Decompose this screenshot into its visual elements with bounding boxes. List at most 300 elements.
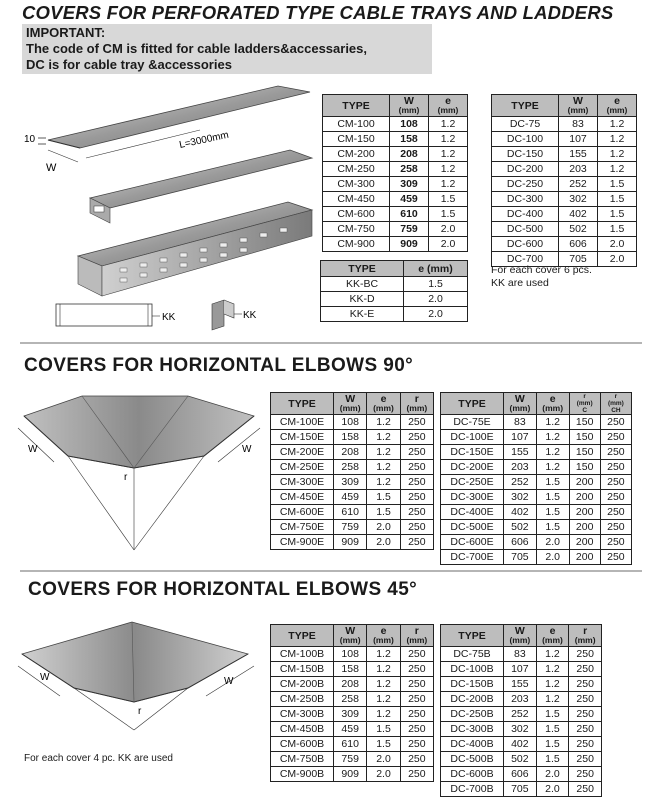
table-cell: DC-100E bbox=[441, 430, 504, 445]
table-row bbox=[271, 505, 434, 520]
table-cell: 108 bbox=[334, 415, 367, 430]
table-cell: 1.2 bbox=[429, 162, 468, 177]
table-cell: DC-250E bbox=[441, 475, 504, 490]
col-type: TYPE bbox=[492, 95, 559, 117]
col-type: TYPE bbox=[271, 625, 334, 647]
table-cell: 1.2 bbox=[536, 430, 569, 445]
table-cell: 610 bbox=[390, 207, 429, 222]
table-row bbox=[271, 430, 434, 445]
table-cell: 158 bbox=[390, 132, 429, 147]
col-w: W (mm) bbox=[559, 95, 598, 117]
table-cell: 1.5 bbox=[429, 207, 468, 222]
table-row bbox=[441, 520, 632, 535]
col-e: e (mm) bbox=[536, 393, 569, 415]
table-cell: 250 bbox=[569, 662, 602, 677]
table-cell: 2.0 bbox=[598, 237, 637, 252]
table-cell: 502 bbox=[504, 520, 537, 535]
kk-label-2: KK bbox=[243, 310, 257, 321]
w-left-label: W bbox=[28, 444, 38, 455]
kk-bc-part bbox=[56, 304, 152, 326]
table-cell: CM-600 bbox=[323, 207, 390, 222]
table-cell: 2.0 bbox=[536, 782, 569, 797]
table-cell: 250 bbox=[400, 662, 433, 677]
table-cell: DC-500B bbox=[441, 752, 504, 767]
table-cell: 250 bbox=[569, 737, 602, 752]
important-line-1: The code of CM is fitted for cable ladders&accessaries, bbox=[26, 41, 368, 56]
table-cell: 705 bbox=[504, 550, 537, 565]
table-cell: 1.5 bbox=[367, 722, 400, 737]
table-cell: 250 bbox=[569, 782, 602, 797]
table-cell: 250 bbox=[600, 445, 631, 460]
table-cell: 759 bbox=[334, 520, 367, 535]
elbow-45-shape bbox=[22, 622, 248, 702]
table-cell: 1.2 bbox=[367, 445, 400, 460]
section-divider bbox=[20, 342, 642, 344]
table-cell: 250 bbox=[400, 767, 433, 782]
col-w: W (mm) bbox=[334, 393, 367, 415]
table-cell: 1.2 bbox=[536, 677, 569, 692]
col-r: r (mm) bbox=[569, 625, 602, 647]
table-cell: 208 bbox=[390, 147, 429, 162]
table-cell: 2.0 bbox=[404, 307, 468, 322]
table-cell: 250 bbox=[400, 415, 433, 430]
table-cell: DC-600 bbox=[492, 237, 559, 252]
table-cell: 108 bbox=[390, 117, 429, 132]
table-row bbox=[271, 445, 434, 460]
table-cell: 250 bbox=[569, 767, 602, 782]
table-cell: CM-200B bbox=[271, 677, 334, 692]
important-line-2: DC is for cable tray &accessories bbox=[26, 57, 232, 72]
table-cell: 1.5 bbox=[598, 207, 637, 222]
table-row bbox=[441, 460, 632, 475]
col-e: e (mm) bbox=[598, 95, 637, 117]
col-e: e (mm) bbox=[367, 625, 400, 647]
table-cell: 208 bbox=[334, 445, 367, 460]
table-cell: CM-250 bbox=[323, 162, 390, 177]
table-row bbox=[492, 237, 637, 252]
table-row bbox=[323, 192, 468, 207]
table-cell: CM-900 bbox=[323, 237, 390, 252]
table-cell: 1.2 bbox=[536, 415, 569, 430]
table-cell: 107 bbox=[504, 662, 537, 677]
table-cell: CM-450 bbox=[323, 192, 390, 207]
table-row bbox=[441, 662, 602, 677]
table-cell: 402 bbox=[559, 207, 598, 222]
table-row bbox=[271, 677, 434, 692]
table-cell: DC-600E bbox=[441, 535, 504, 550]
table-row bbox=[323, 237, 468, 252]
col-w: W (mm) bbox=[334, 625, 367, 647]
table-cell: 2.0 bbox=[367, 535, 400, 550]
table-row bbox=[441, 692, 602, 707]
table-cell: 1.2 bbox=[536, 662, 569, 677]
kk-note bbox=[491, 264, 592, 290]
table-cell: DC-300B bbox=[441, 722, 504, 737]
table-cell: CM-750B bbox=[271, 752, 334, 767]
table-cell: 1.2 bbox=[429, 147, 468, 162]
table-cell: 309 bbox=[334, 707, 367, 722]
elbow-45-diagram bbox=[10, 614, 270, 734]
table-cell: CM-450E bbox=[271, 490, 334, 505]
cm-elbow-90-table bbox=[270, 392, 434, 550]
table-cell: 250 bbox=[600, 490, 631, 505]
table-cell: CM-300 bbox=[323, 177, 390, 192]
table-row bbox=[441, 707, 602, 722]
table-cell: DC-300E bbox=[441, 490, 504, 505]
table-row bbox=[323, 177, 468, 192]
table-cell: 1.5 bbox=[367, 505, 400, 520]
table-row bbox=[492, 162, 637, 177]
table-cell: 1.2 bbox=[429, 177, 468, 192]
table-cell: 250 bbox=[400, 505, 433, 520]
table-cell: 252 bbox=[559, 177, 598, 192]
table-cell: CM-900B bbox=[271, 767, 334, 782]
table-cell: CM-150 bbox=[323, 132, 390, 147]
table-cell: 1.2 bbox=[429, 117, 468, 132]
table-cell: DC-400B bbox=[441, 737, 504, 752]
table-cell: 1.2 bbox=[536, 647, 569, 662]
table-row bbox=[441, 782, 602, 797]
table-cell: 909 bbox=[334, 535, 367, 550]
table-cell: 1.5 bbox=[536, 475, 569, 490]
table-cell: 1.2 bbox=[598, 147, 637, 162]
table-cell: DC-100B bbox=[441, 662, 504, 677]
table-cell: 502 bbox=[504, 752, 537, 767]
table-cell: 250 bbox=[400, 430, 433, 445]
table-cell: 1.5 bbox=[598, 222, 637, 237]
table-cell: 1.5 bbox=[536, 520, 569, 535]
table-cell: DC-700 bbox=[492, 252, 559, 267]
table-cell: 200 bbox=[569, 475, 600, 490]
table-cell: CM-750E bbox=[271, 520, 334, 535]
table-cell: 759 bbox=[390, 222, 429, 237]
flat-cover-shape bbox=[48, 86, 310, 148]
table-row bbox=[441, 505, 632, 520]
table-row bbox=[441, 737, 602, 752]
kk-note-line-1: For each cover 6 pcs. bbox=[491, 264, 592, 276]
table-cell: 1.5 bbox=[598, 177, 637, 192]
table-cell: DC-200B bbox=[441, 692, 504, 707]
col-r: r (mm) bbox=[400, 393, 433, 415]
table-cell: 1.5 bbox=[367, 490, 400, 505]
table-cell: DC-150 bbox=[492, 147, 559, 162]
table-cell: 2.0 bbox=[429, 222, 468, 237]
table-cell: 250 bbox=[600, 430, 631, 445]
table-row bbox=[492, 177, 637, 192]
table-cell: CM-450B bbox=[271, 722, 334, 737]
kk-d-part bbox=[212, 300, 224, 330]
cm-elbow-45-table bbox=[270, 624, 434, 782]
table-cell: 2.0 bbox=[536, 550, 569, 565]
table-row bbox=[441, 550, 632, 565]
table-row bbox=[271, 767, 434, 782]
table-cell: 1.2 bbox=[367, 460, 400, 475]
table-cell: 203 bbox=[504, 692, 537, 707]
table-row bbox=[271, 722, 434, 737]
table-cell: 1.2 bbox=[598, 162, 637, 177]
r-label: r bbox=[138, 706, 142, 717]
table-row bbox=[271, 692, 434, 707]
table-cell: 302 bbox=[504, 490, 537, 505]
table-cell: 250 bbox=[569, 677, 602, 692]
table-row bbox=[323, 222, 468, 237]
table-row bbox=[492, 207, 637, 222]
table-cell: DC-500E bbox=[441, 520, 504, 535]
col-r: r (mm) bbox=[400, 625, 433, 647]
table-cell: 150 bbox=[569, 415, 600, 430]
table-row bbox=[492, 147, 637, 162]
table-cell: DC-300 bbox=[492, 192, 559, 207]
table-cell: 83 bbox=[504, 415, 537, 430]
col-rch: r (mm) CH bbox=[600, 393, 631, 415]
table-cell: 250 bbox=[400, 535, 433, 550]
table-cell: 250 bbox=[569, 647, 602, 662]
table-cell: DC-250 bbox=[492, 177, 559, 192]
table-cell: 759 bbox=[334, 752, 367, 767]
table-cell: CM-200 bbox=[323, 147, 390, 162]
table-row bbox=[441, 752, 602, 767]
table-cell: DC-250B bbox=[441, 707, 504, 722]
w-left-label: W bbox=[40, 672, 50, 683]
table-cell: 200 bbox=[569, 520, 600, 535]
table-row bbox=[271, 737, 434, 752]
table-row bbox=[323, 132, 468, 147]
table-cell: 1.2 bbox=[367, 677, 400, 692]
table-cell: 2.0 bbox=[367, 767, 400, 782]
table-row bbox=[441, 430, 632, 445]
col-type: TYPE bbox=[271, 393, 334, 415]
table-cell: 252 bbox=[504, 707, 537, 722]
elbow-45-note: For each cover 4 pc. KK are used bbox=[24, 753, 173, 764]
table-cell: 150 bbox=[569, 445, 600, 460]
table-cell: 203 bbox=[504, 460, 537, 475]
table-row bbox=[441, 445, 632, 460]
table-cell: 1.2 bbox=[367, 430, 400, 445]
table-cell: CM-600B bbox=[271, 737, 334, 752]
table-cell: 250 bbox=[569, 752, 602, 767]
table-row bbox=[271, 535, 434, 550]
table-cell: 250 bbox=[569, 707, 602, 722]
table-row bbox=[271, 460, 434, 475]
table-cell: 250 bbox=[600, 550, 631, 565]
table-cell: 705 bbox=[504, 782, 537, 797]
table-cell: 2.0 bbox=[404, 292, 468, 307]
col-e: e (mm) bbox=[404, 261, 468, 277]
table-row bbox=[321, 307, 468, 322]
length-label: L=3000mm bbox=[178, 129, 230, 151]
elbow-90-shape bbox=[24, 396, 254, 468]
col-w: W (mm) bbox=[390, 95, 429, 117]
col-type: TYPE bbox=[321, 261, 404, 277]
table-cell: 203 bbox=[559, 162, 598, 177]
table-row bbox=[492, 222, 637, 237]
section-90-title: COVERS FOR HORIZONTAL ELBOWS 90° bbox=[24, 355, 414, 376]
table-row bbox=[323, 117, 468, 132]
table-cell: 502 bbox=[559, 222, 598, 237]
table-row bbox=[492, 132, 637, 147]
important-label: IMPORTANT: bbox=[26, 25, 106, 40]
w-right-label: W bbox=[224, 676, 234, 687]
table-cell: 606 bbox=[504, 535, 537, 550]
table-cell: 250 bbox=[400, 752, 433, 767]
table-cell: 402 bbox=[504, 737, 537, 752]
table-row bbox=[271, 707, 434, 722]
table-cell: CM-250B bbox=[271, 692, 334, 707]
table-cell: 459 bbox=[334, 490, 367, 505]
r-label: r bbox=[124, 472, 128, 483]
table-cell: DC-200 bbox=[492, 162, 559, 177]
table-cell: 1.2 bbox=[598, 132, 637, 147]
table-cell: 200 bbox=[569, 490, 600, 505]
thickness-label: 10 bbox=[24, 134, 36, 145]
table-cell: 1.5 bbox=[536, 707, 569, 722]
table-cell: 2.0 bbox=[598, 252, 637, 267]
table-cell: 208 bbox=[334, 677, 367, 692]
table-cell: 258 bbox=[334, 692, 367, 707]
col-type: TYPE bbox=[323, 95, 390, 117]
table-cell: 250 bbox=[400, 475, 433, 490]
table-row bbox=[441, 767, 602, 782]
table-row bbox=[271, 415, 434, 430]
table-row bbox=[323, 162, 468, 177]
table-cell: DC-700E bbox=[441, 550, 504, 565]
table-cell: 459 bbox=[334, 722, 367, 737]
table-cell: 250 bbox=[400, 707, 433, 722]
table-cell: 610 bbox=[334, 505, 367, 520]
col-e: e (mm) bbox=[367, 393, 400, 415]
table-cell: 1.2 bbox=[536, 445, 569, 460]
table-cell: CM-300B bbox=[271, 707, 334, 722]
col-w: W (mm) bbox=[504, 393, 537, 415]
section-45-title: COVERS FOR HORIZONTAL ELBOWS 45° bbox=[28, 579, 418, 600]
table-cell: 250 bbox=[600, 505, 631, 520]
table-row bbox=[323, 147, 468, 162]
table-cell: 309 bbox=[334, 475, 367, 490]
table-cell: 150 bbox=[569, 430, 600, 445]
table-cell: 250 bbox=[600, 460, 631, 475]
table-cell: CM-150E bbox=[271, 430, 334, 445]
table-cell: 705 bbox=[559, 252, 598, 267]
table-cell: CM-900E bbox=[271, 535, 334, 550]
page-title: COVERS FOR PERFORATED TYPE CABLE TRAYS AND LADDERS bbox=[22, 2, 614, 23]
table-row bbox=[492, 192, 637, 207]
section-divider bbox=[20, 570, 642, 572]
table-cell: 2.0 bbox=[536, 767, 569, 782]
col-type: TYPE bbox=[441, 625, 504, 647]
w-right-label: W bbox=[242, 444, 252, 455]
table-cell: 1.2 bbox=[367, 707, 400, 722]
col-e: e (mm) bbox=[429, 95, 468, 117]
table-cell: 459 bbox=[390, 192, 429, 207]
table-cell: 250 bbox=[600, 415, 631, 430]
table-cell: 250 bbox=[600, 520, 631, 535]
important-note bbox=[26, 25, 367, 73]
table-cell: 1.2 bbox=[367, 692, 400, 707]
table-cell: 158 bbox=[334, 662, 367, 677]
table-cell: 1.5 bbox=[536, 752, 569, 767]
table-cell: 2.0 bbox=[429, 237, 468, 252]
table-cell: DC-200E bbox=[441, 460, 504, 475]
table-cell: 250 bbox=[400, 677, 433, 692]
col-e: e (mm) bbox=[536, 625, 569, 647]
table-row bbox=[441, 490, 632, 505]
straight-cover-diagram bbox=[20, 78, 320, 348]
table-cell: 250 bbox=[400, 692, 433, 707]
table-cell: 150 bbox=[569, 460, 600, 475]
table-cell: 302 bbox=[559, 192, 598, 207]
table-cell: KK-BC bbox=[321, 277, 404, 292]
table-cell: 909 bbox=[390, 237, 429, 252]
table-cell: CM-100B bbox=[271, 647, 334, 662]
table-cell: CM-100E bbox=[271, 415, 334, 430]
col-w: W (mm) bbox=[504, 625, 537, 647]
table-cell: 83 bbox=[504, 647, 537, 662]
dc-elbow-90-table bbox=[440, 392, 632, 565]
table-row bbox=[321, 292, 468, 307]
table-row bbox=[441, 722, 602, 737]
table-cell: 200 bbox=[569, 535, 600, 550]
table-cell: 1.5 bbox=[536, 490, 569, 505]
table-cell: 1.2 bbox=[367, 647, 400, 662]
table-cell: 1.2 bbox=[536, 692, 569, 707]
cm-cover-table bbox=[322, 94, 468, 252]
table-row bbox=[271, 475, 434, 490]
table-cell: 606 bbox=[559, 237, 598, 252]
table-cell: DC-100 bbox=[492, 132, 559, 147]
table-cell: 606 bbox=[504, 767, 537, 782]
table-row bbox=[321, 277, 468, 292]
table-cell: CM-750 bbox=[323, 222, 390, 237]
table-cell: 258 bbox=[390, 162, 429, 177]
table-cell: DC-75B bbox=[441, 647, 504, 662]
table-cell: DC-150B bbox=[441, 677, 504, 692]
table-row bbox=[271, 662, 434, 677]
table-cell: DC-400E bbox=[441, 505, 504, 520]
table-cell: 155 bbox=[504, 445, 537, 460]
table-row bbox=[271, 490, 434, 505]
table-cell: 1.2 bbox=[367, 415, 400, 430]
table-cell: 155 bbox=[559, 147, 598, 162]
table-row bbox=[271, 647, 434, 662]
col-type: TYPE bbox=[441, 393, 504, 415]
table-cell: CM-200E bbox=[271, 445, 334, 460]
col-rc: r (mm) C bbox=[569, 393, 600, 415]
table-cell: DC-400 bbox=[492, 207, 559, 222]
table-row bbox=[271, 752, 434, 767]
table-row bbox=[441, 647, 602, 662]
table-cell: 1.2 bbox=[429, 132, 468, 147]
dc-elbow-45-table bbox=[440, 624, 602, 797]
table-cell: 250 bbox=[600, 475, 631, 490]
table-row bbox=[441, 535, 632, 550]
table-row bbox=[441, 415, 632, 430]
kk-label-1: KK bbox=[162, 312, 176, 323]
table-cell: CM-600E bbox=[271, 505, 334, 520]
table-cell: 1.5 bbox=[429, 192, 468, 207]
table-cell: 2.0 bbox=[536, 535, 569, 550]
table-cell: 250 bbox=[400, 520, 433, 535]
table-cell: DC-500 bbox=[492, 222, 559, 237]
dc-cover-table bbox=[491, 94, 637, 267]
table-cell: 2.0 bbox=[367, 752, 400, 767]
table-cell: DC-150E bbox=[441, 445, 504, 460]
table-row bbox=[271, 520, 434, 535]
table-cell: 155 bbox=[504, 677, 537, 692]
table-row bbox=[492, 117, 637, 132]
table-cell: 200 bbox=[569, 550, 600, 565]
table-cell: DC-75E bbox=[441, 415, 504, 430]
table-cell: 1.5 bbox=[404, 277, 468, 292]
